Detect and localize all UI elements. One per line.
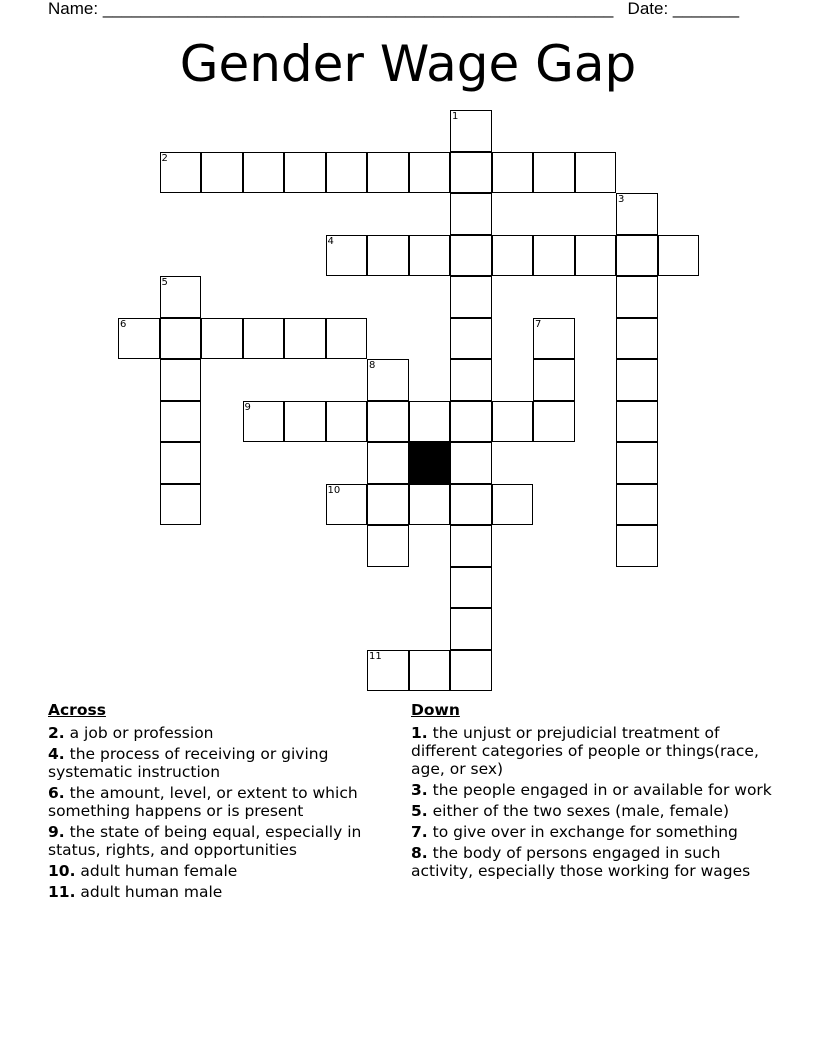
grid-cell[interactable] xyxy=(201,318,243,360)
grid-cell[interactable] xyxy=(326,235,368,277)
clue-text: the unjust or prejudicial treatment of different categories of people or things(race, age, or sex) xyxy=(411,724,759,778)
grid-cell[interactable] xyxy=(616,484,658,526)
clue-number: 7. xyxy=(411,823,428,841)
down-heading: Down xyxy=(411,701,460,719)
date-field[interactable]: _______ xyxy=(672,0,740,18)
clue-number: 2. xyxy=(48,724,65,742)
grid-cell[interactable] xyxy=(118,318,160,360)
name-label: Name: xyxy=(48,0,99,18)
grid-cell[interactable] xyxy=(409,401,451,443)
grid-cell[interactable] xyxy=(616,442,658,484)
grid-cell[interactable] xyxy=(367,650,409,692)
clue-number: 9. xyxy=(48,823,65,841)
grid-cell[interactable] xyxy=(409,235,451,277)
clue-number: 6 xyxy=(120,318,127,330)
grid-cell[interactable] xyxy=(201,152,243,194)
grid-cell[interactable] xyxy=(367,401,409,443)
grid-cell[interactable] xyxy=(160,359,202,401)
grid-cell[interactable] xyxy=(492,484,534,526)
grid-cell[interactable] xyxy=(160,401,202,443)
clue-number: 4 xyxy=(327,235,334,247)
across-clue xyxy=(48,883,388,901)
grid-cell[interactable] xyxy=(450,235,492,277)
clue-text: the amount, level, or extent to which something happens or is present xyxy=(48,784,358,820)
clue-number: 10 xyxy=(327,484,341,496)
clue-text: adult human female xyxy=(80,862,238,880)
across-clue xyxy=(48,745,388,781)
date-label: Date: xyxy=(627,0,669,18)
grid-cell[interactable] xyxy=(616,235,658,277)
grid-cell[interactable] xyxy=(367,359,409,401)
clue-number: 1 xyxy=(452,111,459,122)
page-title: Gender Wage Gap xyxy=(179,35,637,93)
grid-cell[interactable] xyxy=(450,525,492,567)
grid-cell[interactable] xyxy=(284,318,326,360)
grid-cell[interactable] xyxy=(243,401,285,443)
clue-text: to give over in exchange for something xyxy=(432,823,738,841)
grid-cell[interactable] xyxy=(450,442,492,484)
grid-cell[interactable] xyxy=(450,650,492,692)
grid-cell[interactable] xyxy=(284,401,326,443)
down-clue xyxy=(411,724,776,778)
grid-cell[interactable] xyxy=(409,484,451,526)
grid-cell[interactable] xyxy=(450,110,492,152)
across-clue xyxy=(48,724,388,742)
grid-cell[interactable] xyxy=(326,318,368,360)
clue-number: 2 xyxy=(161,152,168,164)
clue-number: 8 xyxy=(369,360,376,371)
grid-cell[interactable] xyxy=(367,152,409,194)
grid-cell[interactable] xyxy=(616,193,658,235)
grid-cell[interactable] xyxy=(658,235,700,277)
grid-cell[interactable] xyxy=(533,318,575,360)
across-clue xyxy=(48,862,388,880)
grid-cell[interactable] xyxy=(243,152,285,194)
down-clues xyxy=(411,700,776,883)
across-heading: Across xyxy=(48,701,106,719)
down-clue xyxy=(411,802,776,820)
down-clue xyxy=(411,844,776,880)
down-clue xyxy=(411,781,776,799)
clue-number: 3. xyxy=(411,781,428,799)
grid-cell[interactable] xyxy=(367,525,409,567)
grid-cell[interactable] xyxy=(616,276,658,318)
clue-number: 4. xyxy=(48,745,65,763)
grid-cell[interactable] xyxy=(616,359,658,401)
grid-cell[interactable] xyxy=(575,152,617,194)
clue-number: 8. xyxy=(411,844,428,862)
grid-cell[interactable] xyxy=(616,318,658,360)
grid-cell[interactable] xyxy=(450,484,492,526)
grid-cell[interactable] xyxy=(160,152,202,194)
grid-cell[interactable] xyxy=(160,276,202,318)
grid-cell[interactable] xyxy=(243,318,285,360)
clue-number: 3 xyxy=(618,194,625,205)
grid-cell[interactable] xyxy=(367,442,409,484)
clue-number: 5 xyxy=(161,277,168,288)
clue-text: either of the two sexes (male, female) xyxy=(432,802,729,820)
clue-number: 7 xyxy=(535,318,542,330)
grid-cell[interactable] xyxy=(616,525,658,567)
clue-number: 10. xyxy=(48,862,76,880)
grid-cell[interactable] xyxy=(367,235,409,277)
grid-cell[interactable] xyxy=(409,152,451,194)
grid-cell[interactable] xyxy=(533,235,575,277)
grid-cell[interactable] xyxy=(450,567,492,609)
grid-cell[interactable] xyxy=(492,235,534,277)
clue-text: the people engaged in or available for work xyxy=(432,781,772,799)
grid-cell[interactable] xyxy=(450,193,492,235)
grid-cell[interactable] xyxy=(326,484,368,526)
name-field[interactable]: ______________________________________________________ xyxy=(102,0,614,18)
grid-cell[interactable] xyxy=(450,359,492,401)
grid-cell[interactable] xyxy=(326,401,368,443)
grid-cell[interactable] xyxy=(450,152,492,194)
grid-cell[interactable] xyxy=(160,484,202,526)
grid-cell[interactable] xyxy=(616,401,658,443)
clue-number: 5. xyxy=(411,802,428,820)
clue-number: 11 xyxy=(369,650,382,662)
clue-text: the body of persons engaged in such activity, especially those working for wages xyxy=(411,844,751,880)
grid-cell[interactable] xyxy=(326,152,368,194)
grid-cell[interactable] xyxy=(409,650,451,692)
grid-block xyxy=(409,442,451,484)
across-clue xyxy=(48,823,388,859)
grid-cell[interactable] xyxy=(450,276,492,318)
clue-number: 9 xyxy=(244,401,251,413)
grid-cell[interactable] xyxy=(533,401,575,443)
clue-text: the state of being equal, especially in status, rights, and opportunities xyxy=(48,823,362,859)
clue-number: 1. xyxy=(411,724,428,742)
across-clues xyxy=(48,700,388,904)
grid-cell[interactable] xyxy=(367,484,409,526)
grid-cell[interactable] xyxy=(533,152,575,194)
clue-text: the process of receiving or giving systematic instruction xyxy=(48,745,329,781)
grid-cell[interactable] xyxy=(492,401,534,443)
across-clue-list xyxy=(48,724,388,901)
clue-text: adult human male xyxy=(80,883,223,901)
grid-cell[interactable] xyxy=(284,152,326,194)
down-clue-list xyxy=(411,724,776,880)
grid-cell[interactable] xyxy=(160,442,202,484)
grid-cell[interactable] xyxy=(450,401,492,443)
grid-cell[interactable] xyxy=(575,235,617,277)
down-clue xyxy=(411,823,776,841)
clue-text: a job or profession xyxy=(69,724,214,742)
clue-number: 11. xyxy=(48,883,76,901)
clue-number: 6. xyxy=(48,784,65,802)
across-clue xyxy=(48,784,388,820)
grid-cell[interactable] xyxy=(450,608,492,650)
grid-cell[interactable] xyxy=(450,318,492,360)
grid-cell[interactable] xyxy=(533,359,575,401)
grid-cell[interactable] xyxy=(160,318,202,360)
grid-cell[interactable] xyxy=(492,152,534,194)
